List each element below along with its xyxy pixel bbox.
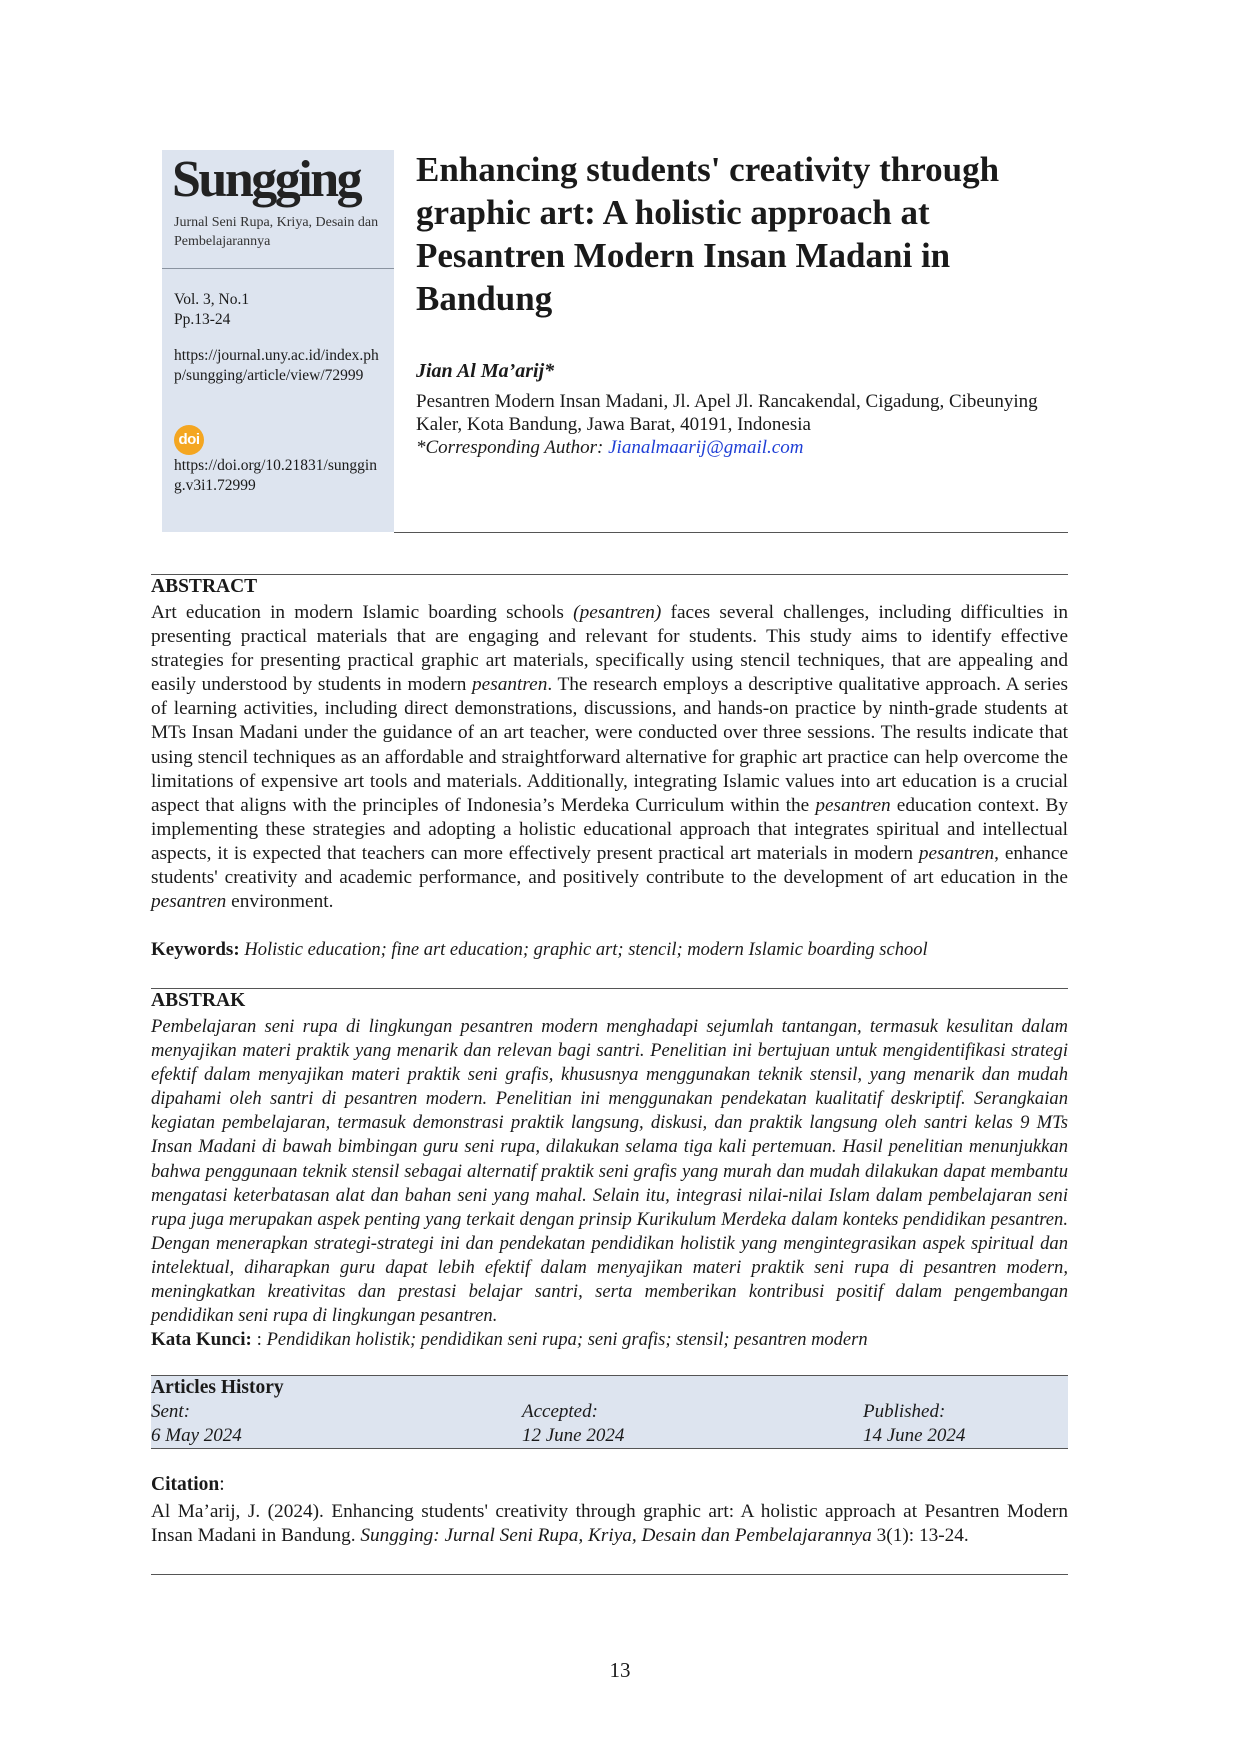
abstrak-heading: ABSTRAK [151, 990, 246, 1011]
article-title: Enhancing students' creativity through graphic art: A holistic approach at Pesantren Modern Insan Madani in Bandung [416, 150, 1000, 318]
abstract-seg-1: Art education in modern Islamic boarding schools [151, 602, 574, 623]
articles-history-box [151, 1376, 1068, 1448]
author-name: Jian Al Ma’arij* [416, 360, 555, 382]
published-label: Published: [863, 1401, 946, 1422]
volume-info [174, 290, 249, 330]
sent-date: 6 May 2024 [151, 1425, 242, 1446]
box-divider [162, 268, 394, 269]
abstract-seg-3: . The research employs a descriptive qualitative approach. A series of learning activities, including direct demonstrations, discussions, and hands-on practice by ninth-grade students at MTs Insan Madani under the guidance of an art teacher, were conducted over three sessions. The results indicate that using stencil techniques as an affordable and straightforward alternative for graphic art practice can help overcome the limitations of expensive art tools and materials. Additionally, integrating Islamic values into art education is a crucial aspect that aligns with the principles of Indonesia’s Merdeka Curriculum within the [151, 674, 1068, 816]
abstract-italic-2: pesantren [472, 674, 548, 696]
page-range: Pp.13-24 [174, 311, 231, 328]
abstract-italic-1: (pesantren) [573, 602, 662, 623]
journal-subtitle: Jurnal Seni Rupa, Kriya, Desain dan Pembelajarannya [174, 215, 379, 249]
published-date: 14 June 2024 [863, 1425, 966, 1446]
journal-logo: Sungging [172, 151, 361, 208]
abstrak-text: Pembelajaran seni rupa di lingkungan pesantren modern menghadapi sejumlah tantangan, termasuk kesulitan dalam menyajikan materi praktik yang menarik dan relevan bagi santri. Penelitian ini bertujuan untuk mengidentifikasi strategi efektif dalam menyajikan materi praktik seni grafis, khususnya menggunakan teknik stensil, yang menarik dan mudah dipahami oleh santri di pesantren modern. Penelitian ini menggunakan pendekatan kualitatif deskriptif. Serangkaian kegiatan pembelajaran, termasuk demonstrasi praktik langsung, diskusi, dan praktik langsung oleh santri kelas 9 MTs Insan Madani di bawah bimbingan guru seni rupa, dilakukan selama tiga kali pertemuan. Hasil penelitian menunjukkan bahwa penggunaan teknik stensil sebagai alternatif praktik seni grafis yang murah dan mudah dilakukan dapat membantu mengatasi keterbatasan alat dan bahan seni yang mahal. Selain itu, integrasi nilai-nilai Islam dalam pembelajaran seni rupa juga merupakan aspek penting yang terkait dengan prinsip Kurikulum Merdeka dalam konteks pendidikan pesantren. Dengan menerapkan strategi-strategi ini dan pendekatan pendidikan holistik yang mengintegrasikan aspek spiritual dan intelektual, diharapkan guru dapat lebih efektif dalam menyajikan materi praktik seni rupa di pesantren modern, meningkatkan kreativitas dan prestasi belajar santri, serta memberikan kontribusi positif dalam pengembangan pendidikan seni rupa di lingkungan pesantren. [151, 1016, 1068, 1327]
abstract-text [151, 601, 1068, 914]
doi-link[interactable]: https://doi.org/10.21831/sungging.v3i1.72999 [174, 457, 377, 494]
kata-kunci-line [151, 1329, 868, 1351]
abstrak-top-rule [151, 988, 1068, 989]
citation-journal: Sungging: Jurnal Seni Rupa, Kriya, Desain dan Pembelajarannya [360, 1525, 872, 1547]
keywords-label: Keywords: [151, 939, 240, 960]
volume-number: Vol. 3, No.1 [174, 291, 250, 308]
history-bottom-rule [151, 1448, 1068, 1449]
doi-icon: doi [174, 425, 204, 455]
history-heading: Articles History [151, 1377, 284, 1398]
abstract-seg-4: education context. By implementing these strategies and adopting a holistic educational approach that integrates spiritual and intellectual aspects, it is expected that teachers can more effectively present practical art materials in modern [151, 794, 1068, 864]
abstract-heading: ABSTRACT [151, 576, 258, 597]
citation-heading-text: Citation [151, 1474, 220, 1495]
history-sent [151, 1400, 242, 1448]
citation-seg-b: 3(1): 13-24. [871, 1525, 969, 1547]
history-accepted [522, 1400, 624, 1448]
corresponding-label: *Corresponding Author: [416, 437, 609, 458]
article-url-link[interactable]: https://journal.uny.ac.id/index.php/sungging/article/view/72999 [174, 347, 379, 384]
abstract-top-rule [151, 574, 1068, 575]
author-email-link[interactable]: Jianalmaarij@gmail.com [608, 437, 804, 458]
kata-kunci-label: Kata Kunci: [151, 1329, 252, 1350]
accepted-date: 12 June 2024 [522, 1425, 625, 1446]
keywords-text: Holistic education; fine art education; graphic art; stencil; modern Islamic boarding school [244, 940, 928, 960]
abstract-italic-4: pesantren [918, 842, 995, 864]
citation-bottom-rule [151, 1574, 1068, 1575]
journal-info-box [162, 150, 394, 532]
kata-kunci-prefix: : [251, 1329, 267, 1350]
abstract-seg-2: faces several challenges, including difficulties in presenting practical materials that are engaging and relevant for students. This study aims to identify effective strategies for presenting practical graphic art materials, specifically using stencil techniques, that are appealing and easily understood by students in modern [151, 602, 1068, 696]
history-published [863, 1400, 965, 1448]
kata-kunci-text: Pendidikan holistik; pendidikan seni rupa; seni grafis; stensil; pesantren modern [266, 1330, 868, 1350]
accepted-label: Accepted: [522, 1401, 598, 1422]
abstract-seg-5: , enhance students' creativity and academic performance, and positively contribute to the development of art education in the [151, 842, 1068, 889]
citation-seg-a: Al Ma’arij, J. (2024). Enhancing students' creativity through graphic art: A holistic approach at Pesantren Modern Insan Madani in Bandung. [151, 1501, 1068, 1547]
author-affiliation: Pesantren Modern Insan Madani, Jl. Apel Jl. Rancakendal, Cigadung, Cibeunying Kaler, Kota Bandung, Jawa Barat, 40191, Indonesia [416, 391, 1038, 435]
page-number: 13 [609, 1658, 631, 1682]
abstract-italic-3: pesantren [815, 794, 891, 816]
abstract-seg-6: environment. [226, 891, 334, 913]
abstract-italic-5: pesantren [151, 891, 227, 913]
citation-text [151, 1500, 1068, 1548]
header-rule [394, 532, 1068, 533]
keywords-line [151, 939, 928, 961]
corresponding-author [416, 437, 803, 459]
sent-label: Sent: [151, 1401, 191, 1422]
citation-colon: : [219, 1474, 225, 1495]
citation-heading [151, 1474, 225, 1496]
